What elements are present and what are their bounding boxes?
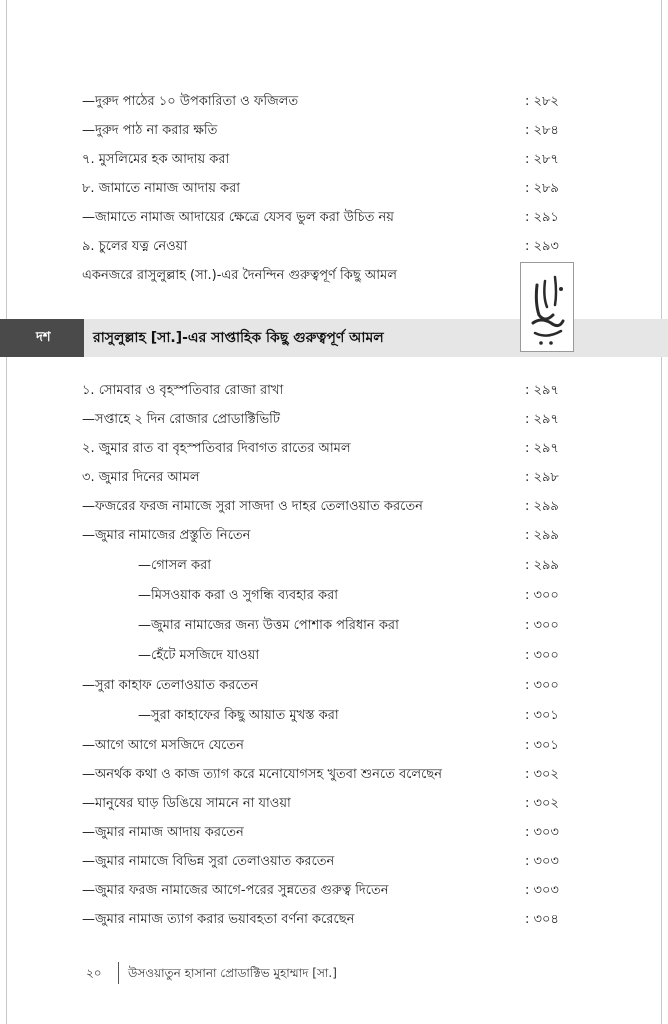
toc-entry-title: —দুরুদ পাঠের ১০ উপকারিতা ও ফজিলত bbox=[82, 94, 299, 109]
toc-entry bbox=[0, 876, 668, 905]
toc-entry bbox=[0, 521, 668, 550]
toc-subentry bbox=[0, 701, 668, 730]
toc-entry-page: : ২৯৭ bbox=[525, 441, 559, 456]
toc-entry-title: ১. সোমবার ও বৃহস্পতিবার রোজা রাখা bbox=[82, 383, 284, 398]
toc-entry-page: : ২৯৩ bbox=[525, 239, 559, 254]
toc-entry bbox=[0, 87, 668, 116]
footer-divider bbox=[118, 962, 119, 984]
toc-entry-page: : ৩০০ bbox=[525, 678, 559, 693]
chapter-number-block bbox=[0, 319, 84, 357]
toc-entry-page: : ২৮৪ bbox=[525, 123, 559, 138]
toc-entry-page: : ২৯৯ bbox=[525, 528, 559, 543]
toc-entry-title: —জুমার ফরজ নামাজের আগে-পরের সুন্নতের গুরুত্ব দিতেন bbox=[82, 883, 389, 898]
toc-entry-title: একনজরে রাসুলুল্লাহ (সা.)-এর দৈনন্দিন গুরুত্বপূর্ণ কিছু আমল bbox=[82, 268, 397, 283]
toc-entry-title: —মিসওয়াক করা ও সুগন্ধি ব্যবহার করা bbox=[138, 588, 338, 603]
toc-entry bbox=[0, 232, 668, 261]
toc-entry-page: : ২৯৭ bbox=[525, 412, 559, 427]
toc-subentry bbox=[0, 551, 668, 580]
toc-entry-page: : ২৮৭ bbox=[525, 152, 559, 167]
toc-entry bbox=[0, 463, 668, 492]
chapter-title: রাসুলুল্লাহ [সা.]-এর সাপ্তাহিক কিছু গুরুত্বপূর্ণ আমল bbox=[93, 330, 384, 346]
toc-entry bbox=[0, 818, 668, 847]
toc-entry-title: ৭. মুসলিমের হক আদায় করা bbox=[82, 152, 230, 167]
chapter-number: দশ bbox=[36, 330, 51, 345]
toc-entry-page: : ২৯১ bbox=[525, 210, 559, 225]
toc-entry-title: —জুমার নামাজ আদায় করতেন bbox=[82, 825, 244, 840]
toc-entry-title: ৯. চুলের যত্ন নেওয়া bbox=[82, 239, 188, 254]
toc-entry-title: —অনর্থক কথা ও কাজ ত্যাগ করে মনোযোগসহ খুতবা শুনতে বলেছেন bbox=[82, 767, 442, 782]
toc-entry-title: —সপ্তাহে ২ দিন রোজার প্রোডাক্টিভিটি bbox=[82, 412, 280, 427]
toc-entry-title: —জুমার নামাজে বিভিন্ন সুরা তেলাওয়াত করতেন bbox=[82, 854, 335, 869]
toc-entry-page: : ২৯৯ bbox=[525, 499, 559, 514]
toc-entry bbox=[0, 434, 668, 463]
toc-entry bbox=[0, 760, 668, 789]
toc-subentry bbox=[0, 641, 668, 670]
toc-entry-page: : ৩০০ bbox=[525, 648, 559, 663]
toc-entry-page: : ৩০৩ bbox=[525, 854, 559, 869]
toc-entry-page: : ৩০৩ bbox=[525, 883, 559, 898]
toc-entry-title: —আগে আগে মসজিদে যেতেন bbox=[82, 738, 244, 753]
toc-entry-title: —জামাতে নামাজ আদায়ের ক্ষেত্রে যেসব ভুল করা উচিত নয় bbox=[82, 210, 394, 225]
toc-entry bbox=[0, 145, 668, 174]
toc-entry bbox=[0, 847, 668, 876]
toc-entry-page: : ৩০১ bbox=[525, 738, 559, 753]
toc-entry-page: : ২৯৮ bbox=[525, 470, 559, 485]
toc-entry bbox=[0, 116, 668, 145]
toc-entry-title: —সুরা কাহাফের কিছু আয়াত মুখস্ত করা bbox=[138, 708, 339, 723]
toc-subentry bbox=[0, 611, 668, 640]
toc-entry-title: ৩. জুমার দিনের আমল bbox=[82, 470, 200, 485]
toc-entry bbox=[0, 789, 668, 818]
toc-entry bbox=[0, 731, 668, 760]
toc-entry-title: —মানুষের ঘাড় ডিঙিয়ে সামনে না যাওয়া bbox=[82, 796, 291, 811]
toc-entry bbox=[0, 203, 668, 232]
toc-entry-page: : ২৮৯ bbox=[525, 181, 559, 196]
toc-entry-page: : ৩০২ bbox=[525, 796, 559, 811]
toc-entry-page: : ২৯৭ bbox=[525, 383, 559, 398]
toc-entry bbox=[0, 376, 668, 405]
toc-subentry bbox=[0, 581, 668, 610]
toc-entry-title: —গোসল করা bbox=[138, 558, 211, 573]
calligraphy-badge bbox=[520, 262, 574, 352]
toc-entry-page: : ২৯৯ bbox=[525, 558, 559, 573]
toc-entry-page: : ৩০০ bbox=[525, 588, 559, 603]
toc-entry-title: ৮. জামাতে নামাজ আদায় করা bbox=[82, 181, 241, 196]
toc-entry-page: : ২৮২ bbox=[525, 94, 559, 109]
toc-entry bbox=[0, 492, 668, 521]
toc-entry-title: —ফজরের ফরজ নামাজে সুরা সাজদা ও দাহর তেলাওয়াত করতেন bbox=[82, 499, 423, 514]
toc-entry bbox=[0, 905, 668, 934]
toc-entry-page: : ৩০২ bbox=[525, 767, 559, 782]
toc-entry-title: —জুমার নামাজের প্রস্তুতি নিতেন bbox=[82, 528, 251, 543]
toc-entry bbox=[0, 174, 668, 203]
page-number: ২০ bbox=[86, 966, 102, 980]
toc-entry-title: —জুমার নামাজের জন্য উত্তম পোশাক পরিধান করা bbox=[138, 618, 399, 633]
running-title: উসওয়াতুন হাসানা প্রোডাক্টিভ মুহাম্মাদ [সা.] bbox=[128, 966, 337, 980]
toc-entry-title: —সুরা কাহাফ তেলাওয়াত করতেন bbox=[82, 678, 259, 693]
toc-entry-page: : ৩০৪ bbox=[525, 912, 559, 927]
toc-entry-title: —জুমার নামাজ ত্যাগ করার ভয়াবহতা বর্ণনা করেছেন bbox=[82, 912, 355, 927]
toc-entry-page: : ৩০০ bbox=[525, 618, 559, 633]
page-footer bbox=[0, 958, 668, 988]
toc-entry-title: ২. জুমার রাত বা বৃহস্পতিবার দিবাগত রাতের আমল bbox=[82, 441, 351, 456]
toc-entry-title: —হেঁটে মসজিদে যাওয়া bbox=[138, 648, 260, 663]
toc-entry-page: : ৩০৩ bbox=[525, 825, 559, 840]
toc-entry bbox=[0, 671, 668, 700]
toc-entry bbox=[0, 405, 668, 434]
toc-entry-page: : ৩০১ bbox=[525, 708, 559, 723]
toc-entry-title: —দুরুদ পাঠ না করার ক্ষতি bbox=[82, 123, 218, 138]
calligraphy-emblem-icon bbox=[521, 263, 575, 353]
